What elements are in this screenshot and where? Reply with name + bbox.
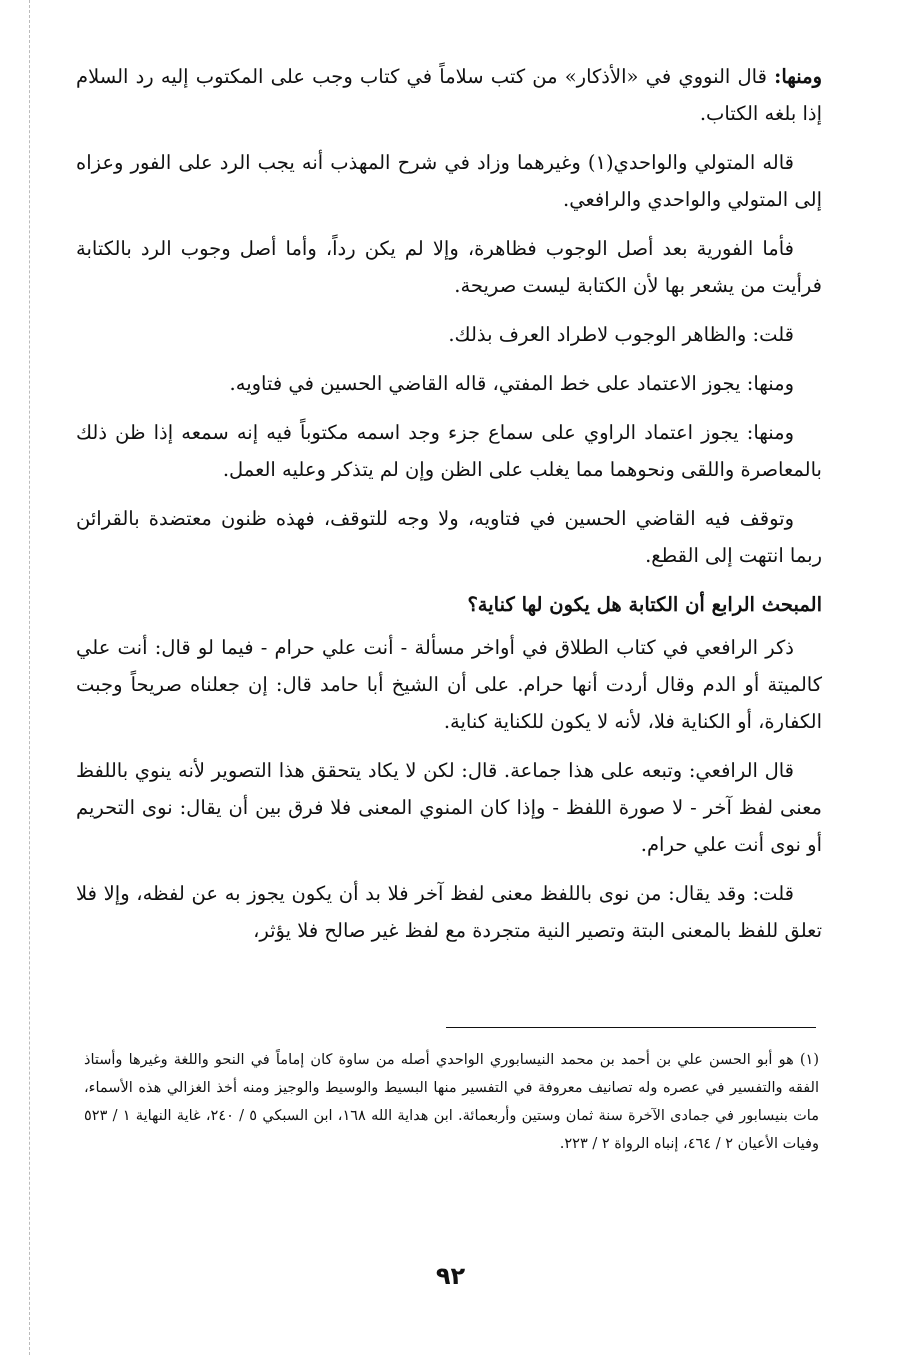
paragraph-3: فأما الفورية بعد أصل الوجوب فظاهرة، وإلا لم يكن رداً، وأما أصل وجوب الرد بالكتابة فرأيت من يشعر بها لأن الكتابة ليست صريحة. — [76, 237, 822, 297]
paragraph-8: ذكر الرافعي في كتاب الطلاق في أواخر مسألة - أنت علي حرام - فيما لو قال: أنت علي كالميتة أو الدم وقال أردت أنها حرام. على أن الشيخ أبا حامد قال: إن جعلناه صريحاً وجبت الكفارة، أو الكناية فلا، لأنه لا يكون للكناية كناية. — [76, 636, 822, 733]
paragraph-6: ومنها: يجوز اعتماد الراوي على سماع جزء وجد اسمه مكتوباً فيه إنه سمعه إذا ظن ذلك بالمعاصرة واللقى ونحوهما مما يغلب على الظن وإن لم يتذكر وعليه العمل. — [76, 421, 822, 481]
footnote — [84, 1046, 819, 1158]
paragraph-10: قلت: وقد يقال: من نوى باللفظ معنى لفظ آخر فلا بد أن يكون يجوز به عن لفظه، وإلا فلا تعلق للفظ بالمعنى البتة وتصير النية متجردة مع لفظ غير صالح فلا يؤثر، — [76, 882, 822, 942]
paragraph-1 — [76, 58, 822, 132]
paragraph-1-label: ومنها: — [774, 65, 822, 88]
paragraph-7: وتوقف فيه القاضي الحسين في فتاويه، ولا وجه للتوقف، فهذه ظنون معتضدة بالقرائن ربما انتهت إلى القطع. — [76, 507, 822, 567]
page-number: ٩٢ — [435, 1262, 466, 1290]
paragraph-9: قال الرافعي: وتبعه على هذا جماعة. قال: لكن لا يكاد يتحقق هذا التصوير لأنه ينوي باللفظ معنى لفظ آخر - لا صورة اللفظ - وإذا كان المنوي المعنى فلا فرق بين أن يقال: نوى التحريم أو نوى أنت علي حرام. — [76, 759, 822, 856]
section-heading: المبحث الرابع أن الكتابة هل يكون لها كناية؟ — [467, 593, 822, 616]
footnote-separator — [446, 1027, 816, 1028]
paragraph-1-text: قال النووي في «الأذكار» من كتب سلاماً في كتاب وجب على المكتوب إليه رد السلام إذا بلغه الكتاب. — [76, 65, 822, 125]
paragraph-4: قلت: والظاهر الوجوب لاطراد العرف بذلك. — [448, 323, 794, 346]
margin-guide-line — [29, 0, 30, 1355]
footnote-text: (١) هو أبو الحسن علي بن أحمد بن محمد النيسابوري الواحدي أصله من ساوة كان إماماً في النحو واللغة وغيرها وأستاذ الفقه والتفسير في عصره وله تصانيف معروفة في التفسير منها البسيط والوسيط والوجيز ومنه أخذ الغزالي هذه الأسماء، مات بنيسابور في جمادى الآخرة سنة ثمان وستين وأربعمائة. ابن هداية الله ١٦٨، ابن السبكي ٥ / ٢٤٠، غاية النهاية ١ / ٥٢٣ وفيات الأعيان ٢ / ٤٦٤، إنباه الرواة ٢ / ٢٢٣. — [84, 1052, 819, 1152]
paragraph-2: قاله المتولي والواحدي(١) وغيرهما وزاد في شرح المهذب أنه يجب الرد على الفور وعزاه إلى المتولي والواحدي والرافعي. — [76, 151, 822, 211]
paragraph-5: ومنها: يجوز الاعتماد على خط المفتي، قاله القاضي الحسين في فتاويه. — [229, 372, 794, 395]
main-text — [76, 58, 822, 961]
